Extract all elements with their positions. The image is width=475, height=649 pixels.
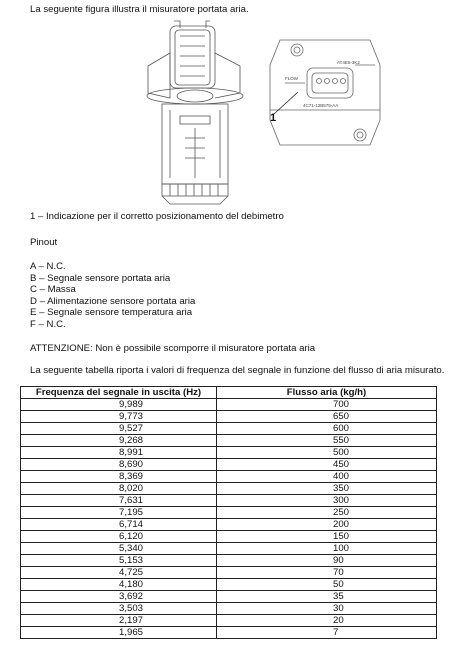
pin-item: F – N.C. [30, 318, 66, 330]
flow-cell: 350 [217, 483, 437, 495]
detail-code-top: AT4E6-3K2 [337, 60, 360, 65]
pin-item: E – Segnale sensore temperatura aria [30, 307, 193, 318]
table-header-row [21, 387, 437, 399]
frequency-cell: 8,991 [21, 447, 217, 459]
frequency-cell: 7,195 [21, 507, 217, 519]
table-row [21, 615, 437, 627]
table-row [21, 591, 437, 603]
flow-cell: 30 [217, 603, 437, 615]
detail-flow-label: FLOW [285, 76, 298, 81]
frequency-cell: 9,989 [21, 399, 217, 411]
flow-cell: 300 [217, 495, 437, 507]
flow-cell: 500 [217, 447, 437, 459]
callout-number: 1 [270, 112, 277, 124]
frequency-cell: 5,153 [21, 555, 217, 567]
intro-text: La seguente figura illustra il misuratore portata aria. [30, 4, 249, 15]
pinout-title: Pinout [30, 237, 58, 248]
table-row [21, 483, 437, 495]
frequency-cell: 4,180 [21, 579, 217, 591]
frequency-cell: 9,527 [21, 423, 217, 435]
pin-item: A – N.C. [30, 261, 66, 272]
table-row [21, 495, 437, 507]
frequency-cell: 9,268 [21, 435, 217, 447]
table-row [21, 603, 437, 615]
flow-cell: 600 [217, 423, 437, 435]
flow-cell: 400 [217, 471, 437, 483]
flow-cell: 100 [217, 543, 437, 555]
flow-cell: 550 [217, 435, 437, 447]
table-row [21, 423, 437, 435]
frequency-cell: 6,714 [21, 519, 217, 531]
frequency-cell: 4,725 [21, 567, 217, 579]
frequency-cell: 5,340 [21, 543, 217, 555]
flow-cell: 50 [217, 579, 437, 591]
table-row [21, 543, 437, 555]
frequency-cell: 1,965 [21, 627, 217, 639]
pin-item: B – Segnale sensore portata aria [30, 272, 171, 284]
flow-cell: 150 [217, 531, 437, 543]
frequency-cell: 3,503 [21, 603, 217, 615]
frequency-cell: 3,692 [21, 591, 217, 603]
attention-note: ATTENZIONE: Non è possibile scomporre il misuratore portata aria [30, 343, 316, 354]
table-body [21, 399, 437, 639]
flow-cell: 650 [217, 411, 437, 423]
figure-caption: 1 – Indicazione per il corretto posizionamento del debimetro [30, 211, 284, 222]
header-frequency: Frequenza del segnale in uscita (Hz) [21, 387, 217, 399]
table-row [21, 531, 437, 543]
table-row [21, 579, 437, 591]
flow-cell: 90 [217, 555, 437, 567]
pinout-list [30, 261, 195, 330]
flow-cell: 450 [217, 459, 437, 471]
flow-cell: 200 [217, 519, 437, 531]
flow-cell: 35 [217, 591, 437, 603]
frequency-cell: 2,197 [21, 615, 217, 627]
frequency-cell: 8,020 [21, 483, 217, 495]
table-row [21, 567, 437, 579]
table-row [21, 399, 437, 411]
table-row [21, 555, 437, 567]
air-flow-meter-drawing [140, 18, 250, 208]
frequency-cell: 7,631 [21, 495, 217, 507]
table-row [21, 435, 437, 447]
frequency-cell: 8,690 [21, 459, 217, 471]
frequency-cell: 9,773 [21, 411, 217, 423]
frequency-flow-table [20, 386, 437, 639]
frequency-cell: 6,120 [21, 531, 217, 543]
frequency-cell: 8,369 [21, 471, 217, 483]
header-flow: Flusso aria (kg/h) [217, 387, 437, 399]
flow-cell: 7 [217, 627, 437, 639]
table-row [21, 471, 437, 483]
pin-item: C – Massa [30, 284, 76, 295]
flow-cell: 20 [217, 615, 437, 627]
flow-cell: 250 [217, 507, 437, 519]
pin-item: D – Alimentazione sensore portata aria [30, 295, 196, 307]
table-row [21, 627, 437, 639]
detail-code-bottom: 4C71-12B579-AA [303, 103, 339, 108]
table-intro-text: La seguente tabella riporta i valori di frequenza del segnale in funzione del flusso di aria misurato. [30, 365, 445, 376]
flow-cell: 700 [217, 399, 437, 411]
table-row [21, 507, 437, 519]
flow-cell: 70 [217, 567, 437, 579]
table-row [21, 459, 437, 471]
table-row [21, 519, 437, 531]
table-row [21, 447, 437, 459]
table-row [21, 411, 437, 423]
